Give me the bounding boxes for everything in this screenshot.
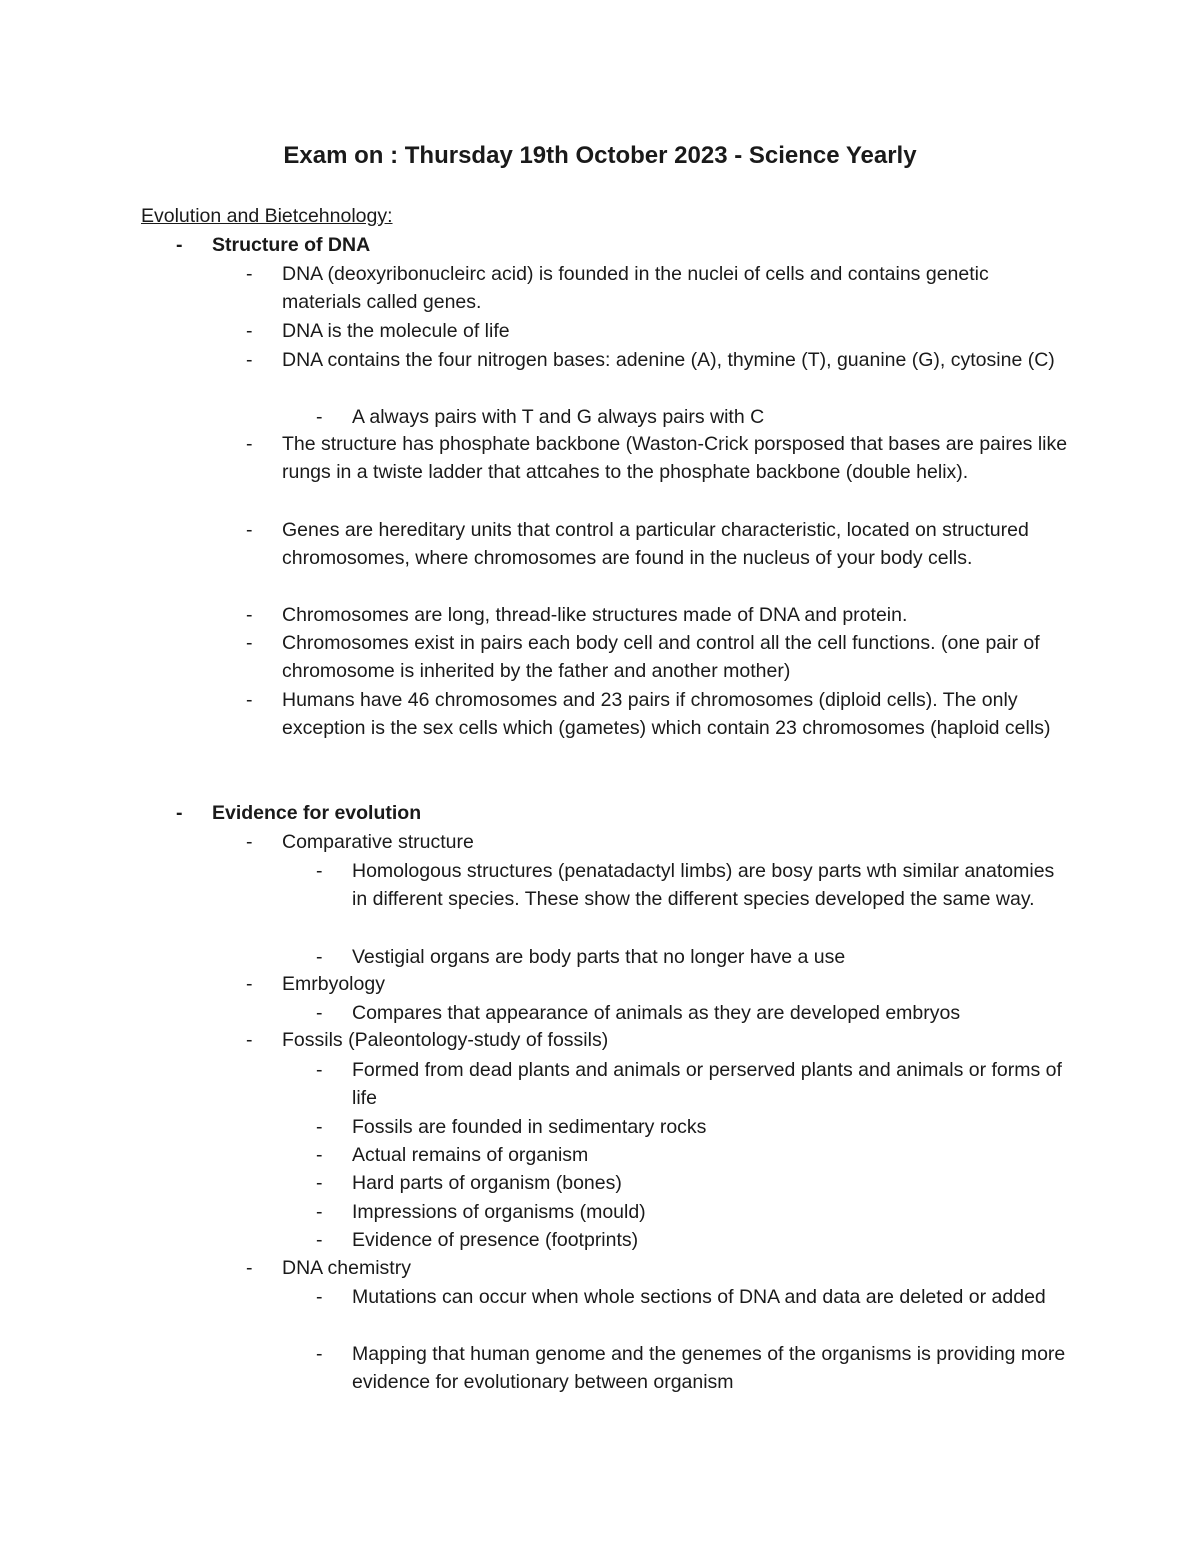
list-item	[0, 857, 1200, 942]
bullet-dash: -	[246, 320, 253, 342]
list-item	[0, 317, 1200, 345]
bullet-dash: -	[246, 689, 253, 711]
bullet-dash: -	[176, 802, 183, 824]
list-item-text: DNA contains the four nitrogen bases: adenine (A), thymine (T), guanine (G), cytosine (C)	[282, 349, 1055, 371]
bullet-dash: -	[246, 604, 253, 626]
list-item-text: Fossils are founded in sedimentary rocks	[352, 1116, 707, 1138]
list-item	[0, 629, 1200, 686]
list-item-text: Mapping that human genome and the genemes of the organisms is providing more evidence for evolutionary between organism	[352, 1343, 1066, 1394]
list-item-text: Structure of DNA	[212, 234, 371, 256]
list-item-text: Formed from dead plants and animals or perserved plants and animals or forms of life	[352, 1059, 1062, 1110]
list-item-text: Chromosomes exist in pairs each body cell and control all the cell functions. (one pair of chromosome is inherited by the father and another mother)	[282, 632, 1040, 683]
bullet-dash: -	[246, 519, 253, 541]
bullet-dash: -	[316, 1343, 323, 1365]
list-item-text: Fossils (Paleontology-study of fossils)	[282, 1029, 609, 1051]
bullet-dash: -	[246, 263, 253, 285]
list-item-text: Genes are hereditary units that control a particular characteristic, located on structured chromosomes, where chromosomes are found in the nucleus of your body cells.	[282, 519, 1029, 570]
list-item	[0, 799, 1200, 827]
list-item	[0, 1198, 1200, 1226]
bullet-dash: -	[316, 946, 323, 968]
list-item-text: DNA is the molecule of life	[282, 320, 510, 342]
list-item	[0, 828, 1200, 856]
bullet-dash: -	[246, 831, 253, 853]
list-item-text: Humans have 46 chromosomes and 23 pairs if chromosomes (diploid cells). The only exception is the sex cells which (gametes) which contain 23 chromosomes (haploid cells)	[282, 689, 1051, 740]
list-item	[0, 403, 1200, 431]
list-item-text: A always pairs with T and G always pairs with C	[352, 406, 765, 428]
bullet-dash: -	[316, 1229, 323, 1251]
list-item	[0, 970, 1200, 998]
list-item-text: Hard parts of organism (bones)	[352, 1172, 622, 1194]
list-item	[0, 260, 1200, 317]
list-item-text: Evidence for evolution	[212, 802, 422, 824]
bullet-dash: -	[246, 433, 253, 455]
bullet-dash: -	[316, 1144, 323, 1166]
list-item	[0, 1169, 1200, 1197]
list-item-text: Comparative structure	[282, 831, 474, 853]
list-item	[0, 430, 1200, 515]
bullet-dash: -	[246, 1257, 253, 1279]
list-item-text: Emrbyology	[282, 973, 385, 995]
bullet-dash: -	[316, 860, 323, 882]
list-item-text: The structure has phosphate backbone (Waston-Crick porsposed that bases are paires like rungs in a twiste ladder that attcahes to the phosphate backbone (double helix).	[282, 433, 1068, 484]
bullet-dash: -	[316, 1116, 323, 1138]
list-item-text: DNA (deoxyribonucleirc acid) is founded in the nuclei of cells and contains genetic materials called genes.	[282, 263, 989, 314]
bullet-dash: -	[316, 1201, 323, 1223]
list-item	[0, 1026, 1200, 1054]
list-item-text: Compares that appearance of animals as they are developed embryos	[352, 1002, 961, 1024]
section-heading: Evolution and Bietcehnology:	[141, 205, 393, 227]
list-item-text: Evidence of presence (footprints)	[352, 1229, 639, 1251]
list-item	[0, 1141, 1200, 1169]
bullet-dash: -	[246, 1029, 253, 1051]
bullet-dash: -	[316, 406, 323, 428]
list-item-text: Vestigial organs are body parts that no longer have a use	[352, 946, 846, 968]
bullet-dash: -	[316, 1002, 323, 1024]
list-item	[0, 601, 1200, 629]
list-item	[0, 1340, 1200, 1397]
list-item-text: Actual remains of organism	[352, 1144, 589, 1166]
bullet-dash: -	[316, 1286, 323, 1308]
list-item	[0, 1226, 1200, 1254]
list-item-text: Impressions of organisms (mould)	[352, 1201, 646, 1223]
list-item	[0, 231, 1200, 259]
list-item	[0, 1056, 1200, 1113]
list-item	[0, 346, 1200, 403]
bullet-dash: -	[246, 632, 253, 654]
list-item	[0, 516, 1200, 601]
bullet-dash: -	[246, 973, 253, 995]
list-item-text: Mutations can occur when whole sections of DNA and data are deleted or added	[352, 1286, 1046, 1308]
bullet-dash: -	[316, 1172, 323, 1194]
list-item	[0, 1254, 1200, 1282]
list-item-text: Chromosomes are long, thread-like structures made of DNA and protein.	[282, 604, 908, 626]
bullet-dash: -	[316, 1059, 323, 1081]
list-item	[0, 943, 1200, 971]
bullet-dash: -	[176, 234, 183, 256]
list-item	[0, 999, 1200, 1027]
list-item	[0, 686, 1200, 771]
page-title: Exam on : Thursday 19th October 2023 - Science Yearly	[283, 142, 917, 169]
list-item-text: Homologous structures (penatadactyl limbs) are bosy parts wth similar anatomies in different species. These show the different species developed the same way.	[352, 860, 1055, 911]
bullet-dash: -	[246, 349, 253, 371]
list-item	[0, 1113, 1200, 1141]
list-item-text: DNA chemistry	[282, 1257, 411, 1279]
list-item	[0, 1283, 1200, 1340]
